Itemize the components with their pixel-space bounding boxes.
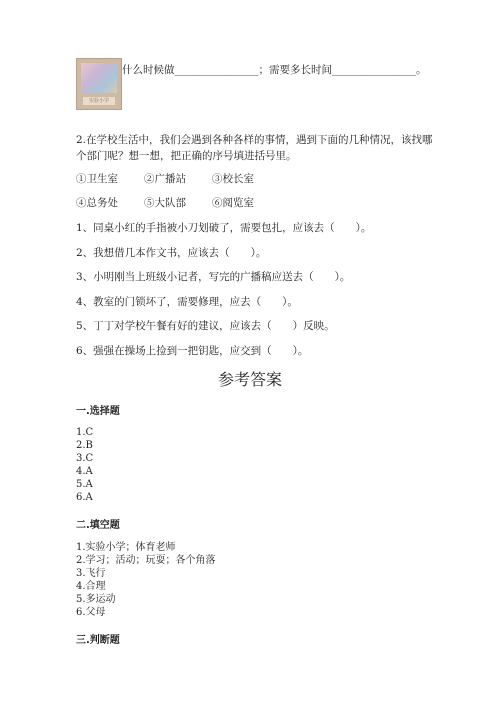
section-heading-judge: 三.判断题 [76, 635, 120, 646]
answer-line: 3.飞行 [76, 568, 106, 579]
question-item: 4、教室的门锁坏了，需要修理，应去（ ）。 [76, 296, 298, 308]
answer-line: 6.父母 [76, 607, 106, 618]
question-item: 1、同桌小红的手指被小刀划破了，需要包扎，应该去（ ）。 [76, 222, 372, 234]
answer-line: 3.C [76, 453, 94, 464]
question-item: 5、丁丁对学校午餐有好的建议，应该去（ ）反映。 [76, 320, 335, 332]
book-cover-photo [76, 58, 122, 110]
answer-line: 2.B [76, 440, 93, 451]
answer-line: 4.合理 [76, 581, 106, 592]
option-1: ①卫生室 [76, 173, 118, 185]
answer-line: 5.A [76, 479, 93, 490]
option-5: ⑤大队部 [144, 197, 186, 209]
option-6: ⑥阅览室 [212, 197, 254, 209]
answer-line: 6.A [76, 492, 93, 503]
question-line-top: 什么时候做________________；需要多长时间________________。 [122, 64, 427, 76]
answer-line: 5.多运动 [76, 594, 116, 605]
question-item: 2、我想借几本作文书，应该去（ ）。 [76, 247, 267, 259]
answer-line: 1.实验小学；体育老师 [76, 542, 176, 553]
option-4: ④总务处 [76, 197, 118, 209]
option-2: ②广播站 [144, 173, 186, 185]
question-2-intro-line1: 2.在学校生活中，我们会遇到各种各样的事情，遇到下面的几种情况，该找哪 [76, 134, 433, 146]
section-heading-choice: 一.选择题 [76, 406, 120, 417]
photo-caption: 实验小学 [88, 98, 109, 104]
question-item: 6、强强在操场上捡到一把钥匙，应交到（ ）。 [76, 345, 309, 357]
question-item: 3、小明刚当上班级小记者，写完的广播稿应送去（ ）。 [76, 271, 351, 283]
photo-image [81, 63, 117, 93]
answer-line: 4.A [76, 466, 93, 477]
question-2-intro-line2: 个部门呢？想一想，把正确的序号填进括号里。 [76, 150, 297, 162]
answer-line: 2.学习；活动；玩耍；各个角落 [76, 555, 216, 566]
answer-key-title: 参考答案 [217, 370, 282, 389]
section-heading-fill: 二.填空题 [76, 520, 120, 531]
answer-line: 1.C [76, 427, 94, 438]
option-3: ③校长室 [212, 173, 254, 185]
